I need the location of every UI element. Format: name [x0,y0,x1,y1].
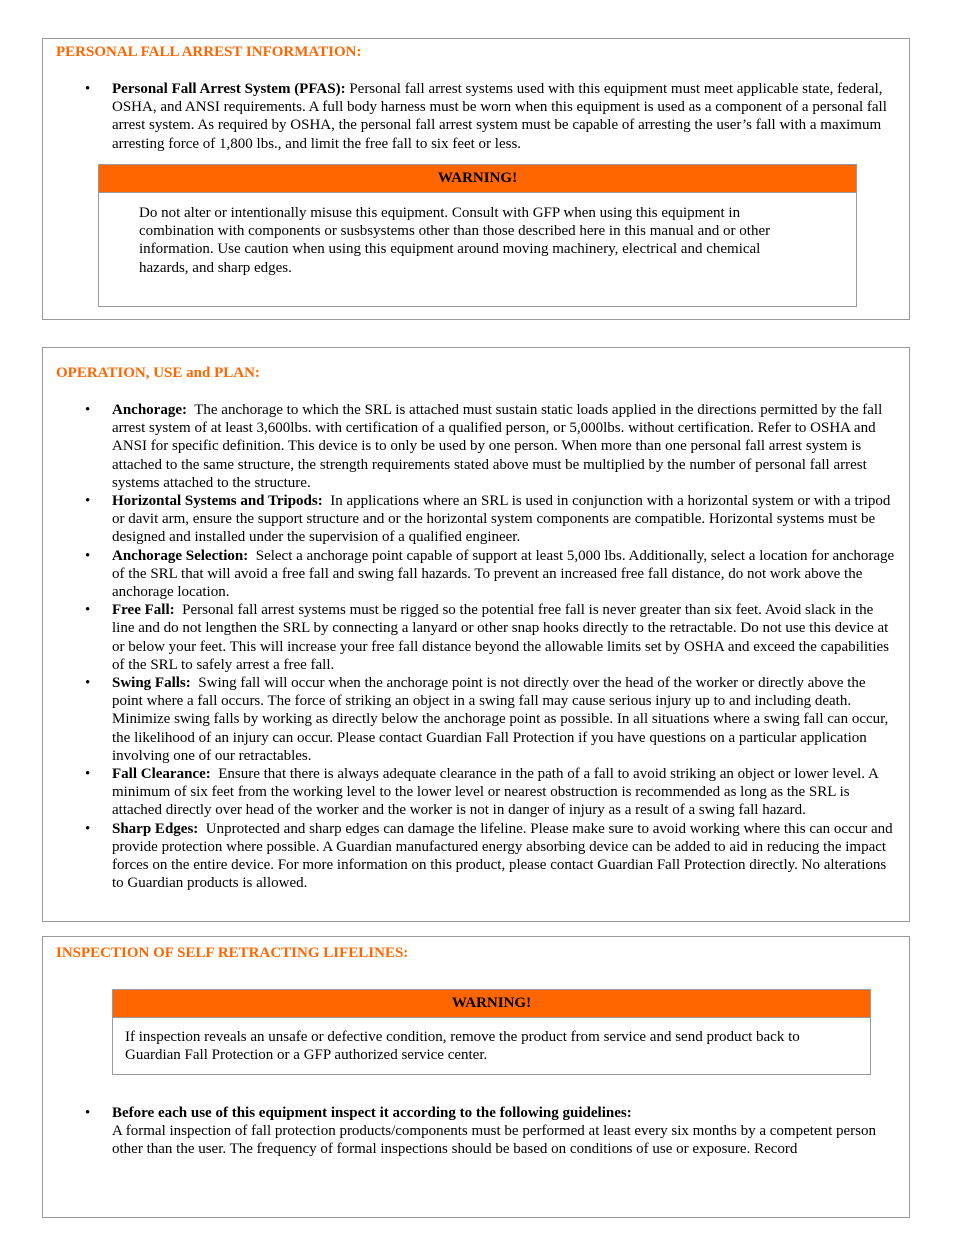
item-text: Ensure that there is always adequate clearance in the path of a fall to avoid striking an object or lower level. A minimum of six feet from the working level to the lower level or nearest obstruction is recommended as long as the SRL is attached directly over head of the worker and the worker is not in danger of injury as a result of a swing fall hazard. [112,766,878,819]
section-title: OPERATION, USE and PLAN: [56,365,260,381]
list-item [43,765,909,820]
section-title: INSPECTION OF SELF RETRACTING LIFELINES: [56,945,409,961]
item-text: Personal fall arrest systems must be rigged so the potential free fall is never greater than six feet. Avoid slack in the line and do not lengthen the SRL by connecting a lanyard or other snap hooks directly to the retractable. Do not use this device at or below your feet. This will increase your free fall distance beyond the allowable limits set by OSHA and exceed the capabilities of the SRL to safely arrest a free fall. [112,602,889,673]
list-item [43,80,909,153]
section-title: PERSONAL FALL ARREST INFORMATION: [56,44,362,60]
list-item [43,401,909,492]
item-lead: Horizontal Systems and Tripods: [112,493,323,510]
bullet-list [43,401,909,892]
warning-box [98,164,857,307]
list-item [43,601,909,674]
bullet-list [43,80,909,153]
list-item [43,674,909,765]
item-lead: Fall Clearance: [112,766,211,783]
warning-title: WARNING! [113,990,870,1018]
bullet-list [43,1104,909,1159]
list-item [43,547,909,602]
item-lead: Before each use of this equipment inspect it according to the following guidelines: [112,1105,632,1121]
item-text: A formal inspection of fall protection products/components must be performed at least every six months by a competent person other than the user. The frequency of formal inspections should be based on conditions of use or exposure. Record [112,1123,876,1158]
item-lead: Personal Fall Arrest System (PFAS): [112,81,346,97]
item-text: The anchorage to which the SRL is attached must sustain static loads applied in the directions permitted by the fall arrest system of at least 3,600lbs. with certification of a qualified person, or 5,000lbs. without certification. Refer to OSHA and ANSI for specific definition. This device is to only be used by one person. When more than one personal fall arrest system is attached to the same structure, the strength requirements stated above must be multiplied by the number of personal fall arrest systems attached to the structure. [112,402,883,491]
item-text: In applications where an SRL is used in conjunction with a horizontal system or with a tripod or davit arm, ensure the support structure and or the horizontal system components are compatible. Horizontal systems must be designed and installed under the supervision of a qualified engineer. [112,493,891,546]
warning-box [112,989,871,1075]
item-lead: Sharp Edges: [112,820,199,837]
item-text: Personal fall arrest systems used with this equipment must meet applicable state, federal, OSHA, and ANSI requirements. A full body harness must be worn when this equipment is used as a component of a personal fall arrest system. As required by OSHA, the personal fall arrest system must be capable of arresting the user’s fall with a maximum arresting force of 1,800 lbs., and limit the free fall to six feet or less. [112,81,887,152]
item-text: Swing fall will occur when the anchorage point is not directly over the head of the worker or directly above the point where a fall occurs. The force of striking an object in a swing fall may cause serious injury up to and including death. Minimize swing falls by working as directly below the anchorage point as possible. In all situations where a swing fall can occur, the likelihood of an injury can occur. Please contact Guardian Fall Protection if you have questions on a particular application involving one of our retractables. [112,675,889,764]
item-text: Unprotected and sharp edges can damage the lifeline. Please make sure to avoid working where this can occur and provide protection where possible. A Guardian manufactured energy absorbing device can be added to aid in reducing the impact forces on the entire device. For more information on this product, please contact Guardian Fall Protection directly. No alterations to Guardian products is allowed. [112,820,893,892]
item-lead: Free Fall: [112,602,175,619]
section-personal-fall-arrest [42,38,910,320]
list-item [43,1104,909,1159]
item-lead: Anchorage: [112,402,187,418]
item-text: Select a anchorage point capable of support at least 5,000 lbs. Additionally, select a location for anchorage of the SRL that will avoid a free fall and swing fall hazards. To prevent an increased free fall distance, do not work above the anchorage location. [112,547,895,601]
item-lead: Swing Falls: [112,675,191,692]
section-operation-use-plan [42,347,910,922]
warning-title: WARNING! [99,165,856,193]
warning-text: If inspection reveals an unsafe or defective condition, remove the product from service and send product back to Guardian Fall Protection or a GFP authorized service center. [125,1029,800,1064]
item-lead: Anchorage Selection: [112,547,249,564]
list-item [43,820,909,893]
warning-text: Do not alter or intentionally misuse this equipment. Consult with GFP when using this equipment in combination with components or susbsystems other than those described here in this manual and or other information. Use caution when using this equipment around moving machinery, electrical and chemical hazards, and sharp edges. [139,205,771,276]
section-inspection-srl [42,936,910,1218]
list-item [43,492,909,547]
